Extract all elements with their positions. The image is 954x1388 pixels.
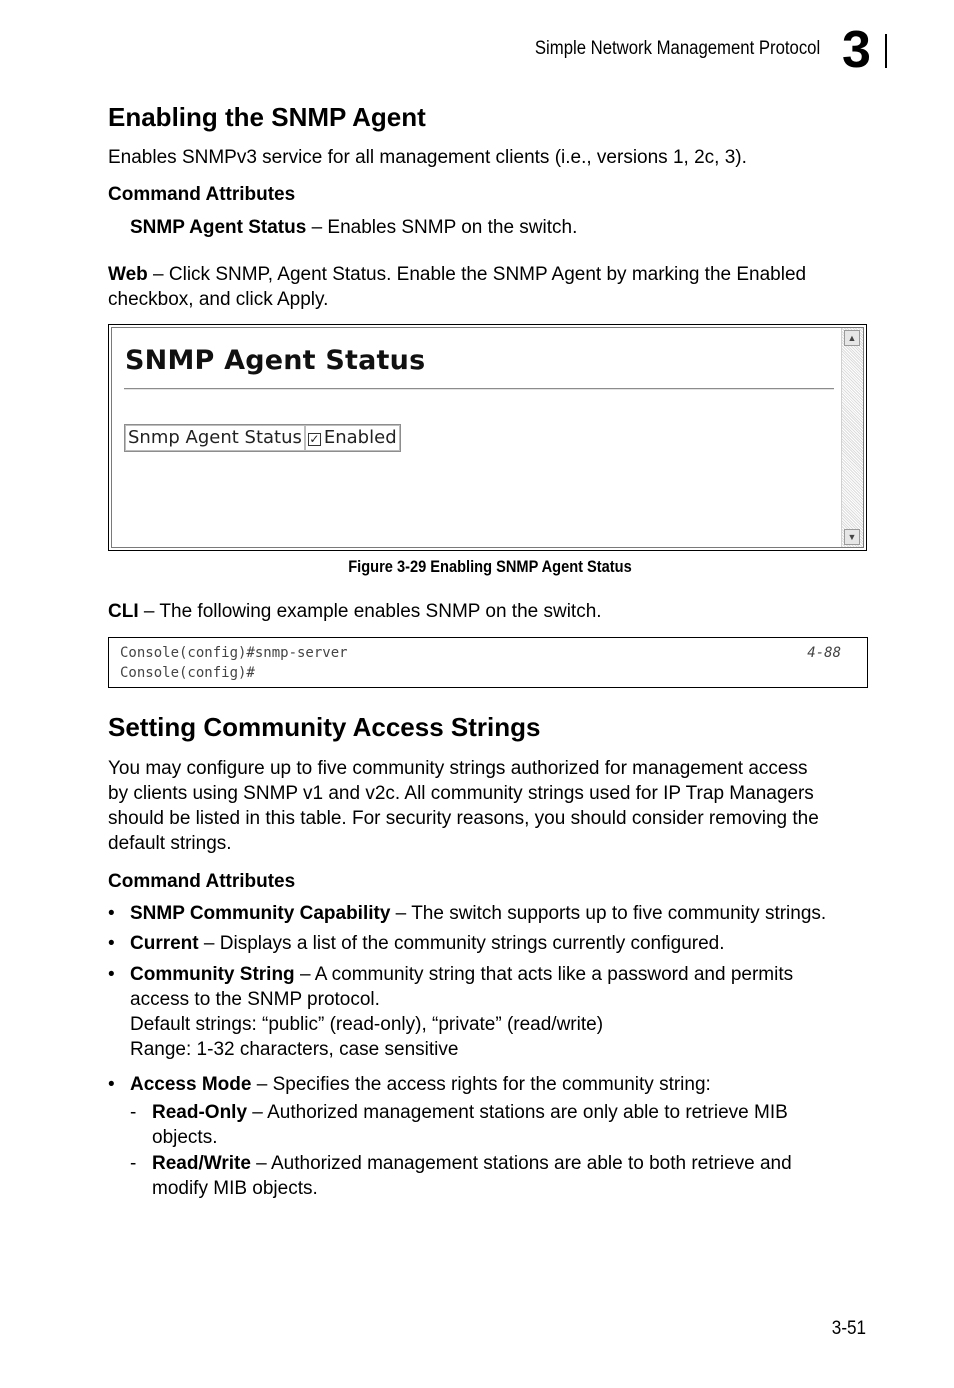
enabled-cell — [305, 425, 400, 451]
section2-paragraph — [108, 756, 888, 856]
panel-title: SNMP Agent Status — [125, 345, 426, 376]
bullet-dot: • — [108, 1074, 115, 1095]
sub-dash: - — [130, 1153, 137, 1174]
sub-term: Read-Only — [152, 1102, 248, 1123]
section-heading-enabling-snmp-agent: Enabling the SNMP Agent — [108, 102, 426, 132]
figure-snmp-agent-status — [108, 324, 867, 551]
page-number: 3-51 — [831, 1318, 866, 1339]
para-line: should be listed in this table. For security reasons, you should consider removing the — [108, 808, 819, 829]
cli-intro — [108, 599, 602, 624]
bullet-desc: – The switch supports up to five community strings. — [390, 903, 827, 924]
figure-frame — [111, 327, 864, 548]
enabled-checkbox-label[interactable]: Enabled — [323, 427, 397, 448]
sub-term: Read/Write — [152, 1153, 251, 1174]
web-term: Web — [108, 264, 148, 285]
sub-cont: objects. — [152, 1127, 218, 1148]
cli-desc: – The following example enables SNMP on the switch. — [138, 601, 602, 622]
sub-desc: – Authorized management stations are able to both retrieve and — [250, 1153, 792, 1174]
bullet-term: Current — [130, 933, 199, 954]
running-title: Simple Network Management Protocol — [534, 38, 820, 59]
chapter-number: 3 — [842, 21, 871, 79]
web-desc-line2: checkbox, and click Apply. — [108, 289, 329, 310]
sub-item — [130, 1151, 872, 1201]
command-reference: 4-88 — [807, 645, 841, 661]
scroll-up-arrow-icon[interactable]: ▲ — [844, 330, 860, 346]
command-attributes-heading-2: Command Attributes — [108, 871, 296, 892]
web-instructions — [108, 262, 878, 312]
code-line: Console(config)# — [120, 665, 255, 681]
bullet-item — [108, 1072, 890, 1097]
bullet-desc: – A community string that acts like a password and permits — [294, 964, 794, 985]
bullet-dot: • — [108, 933, 115, 954]
sub-cont: modify MIB objects. — [152, 1178, 318, 1199]
bullet-desc: – Specifies the access rights for the community string: — [251, 1074, 711, 1095]
para-line: default strings. — [108, 833, 232, 854]
bullet-cont: Default strings: “public” (read-only), “private” (read/write) — [130, 1014, 604, 1035]
attribute-desc: – Enables SNMP on the switch. — [306, 217, 578, 238]
bullet-desc: – Displays a list of the community strings currently configured. — [198, 933, 725, 954]
bullet-term: SNMP Community Capability — [130, 903, 391, 924]
section-intro: Enables SNMPv3 service for all management clients (i.e., versions 1, 2c, 3). — [108, 147, 747, 168]
attribute-term: SNMP Agent Status — [130, 217, 307, 238]
code-line: Console(config)#snmp-server — [120, 645, 348, 661]
bullet-item — [108, 901, 890, 926]
sub-item — [130, 1100, 872, 1150]
bullet-item — [108, 962, 890, 1062]
agent-status-label: Snmp Agent Status — [125, 425, 305, 451]
bullet-dot: • — [108, 903, 115, 924]
bullet-dot: • — [108, 964, 115, 985]
bullet-cont: Range: 1-32 characters, case sensitive — [130, 1039, 459, 1060]
cli-code-box — [108, 637, 868, 688]
agent-status-row — [124, 424, 401, 452]
chapter-rule — [885, 34, 887, 68]
scroll-down-arrow-icon[interactable]: ▼ — [844, 529, 860, 545]
para-line: You may configure up to five community strings authorized for management access — [108, 758, 808, 779]
enabled-checkbox[interactable]: ✓ — [309, 432, 320, 446]
figure-caption: Figure 3-29 Enabling SNMP Agent Status — [348, 557, 632, 576]
sub-desc: – Authorized management stations are only able to retrieve MIB — [247, 1102, 788, 1123]
vertical-scrollbar[interactable] — [841, 328, 863, 547]
bullet-term: Access Mode — [130, 1074, 252, 1095]
web-desc-line1: – Click SNMP, Agent Status. Enable the SNMP Agent by marking the Enabled — [147, 264, 807, 285]
bullet-cont: access to the SNMP protocol. — [130, 989, 380, 1010]
bullet-item — [108, 931, 890, 956]
para-line: by clients using SNMP v1 and v2c. All community strings used for IP Trap Managers — [108, 783, 814, 804]
section-heading-community-strings: Setting Community Access Strings — [108, 712, 541, 742]
panel-title-rule — [124, 388, 834, 390]
cli-term: CLI — [108, 601, 139, 622]
bullet-term: Community String — [130, 964, 295, 985]
sub-dash: - — [130, 1102, 137, 1123]
command-attributes-heading: Command Attributes — [108, 184, 296, 205]
attribute-snmp-agent-status — [130, 215, 577, 240]
